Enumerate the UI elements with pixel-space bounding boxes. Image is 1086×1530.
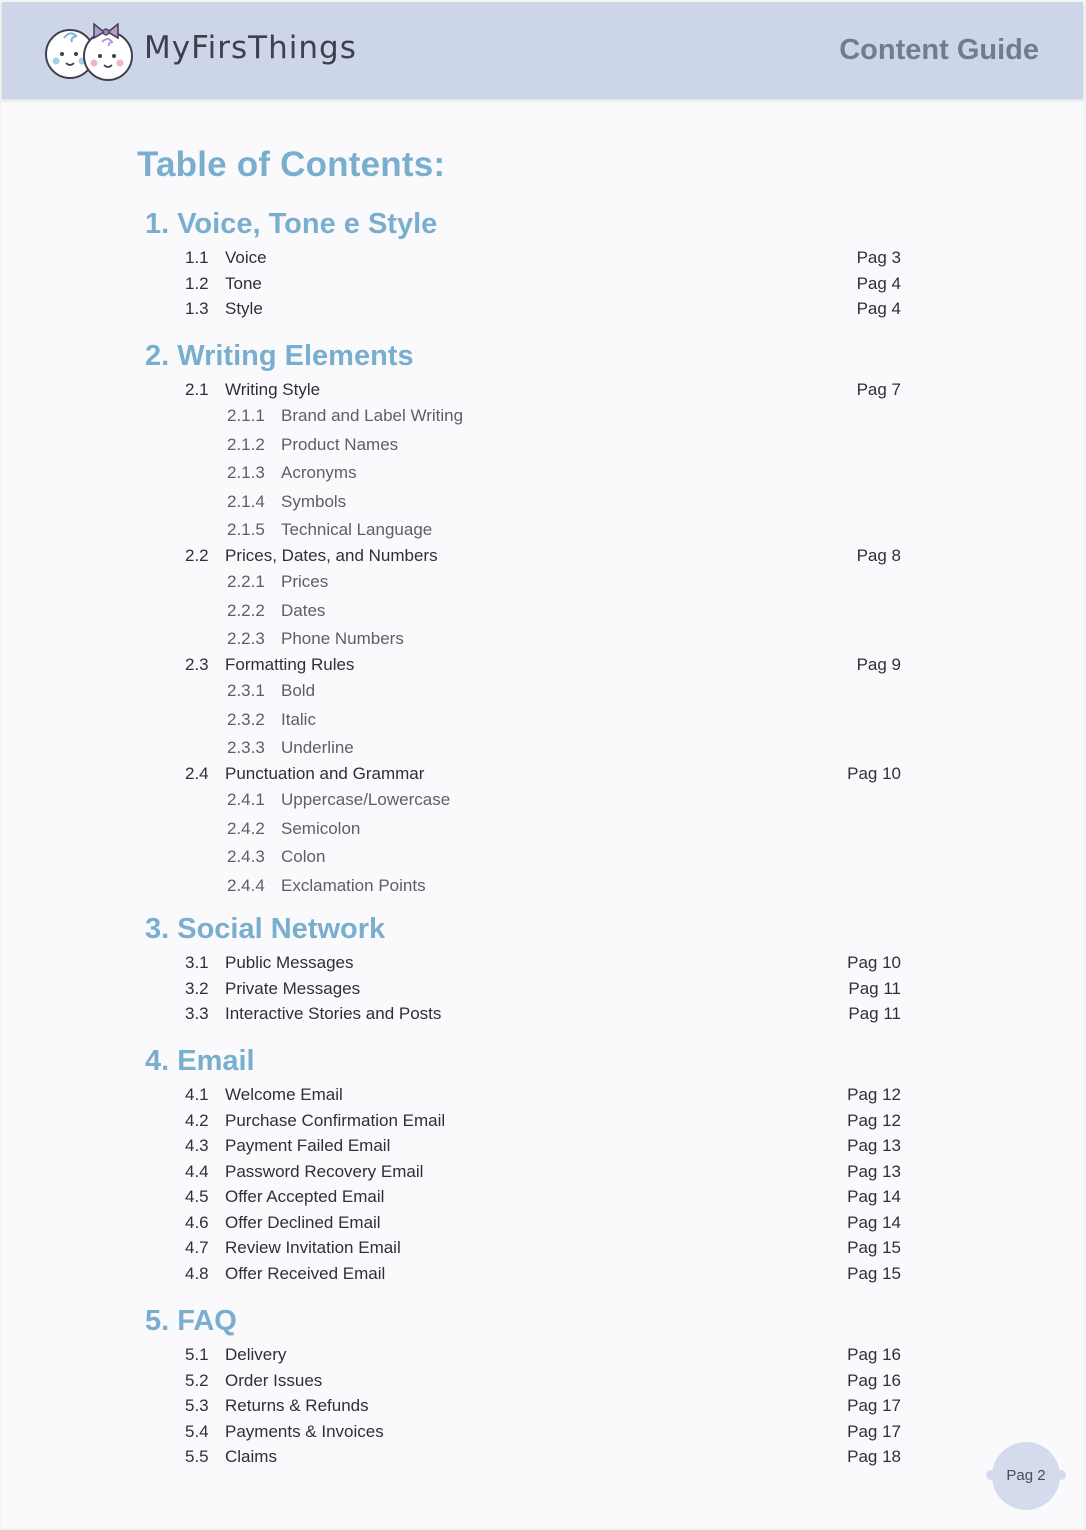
section-heading: 1. Voice, Tone e Style: [145, 208, 438, 240]
toc-subentry-number: 2.4.1: [227, 790, 265, 809]
toc-entry-page: Pag 17: [847, 1421, 901, 1441]
toc-entry-label: Review Invitation Email: [225, 1238, 401, 1257]
section-heading: 5. FAQ: [145, 1305, 237, 1337]
toc-entry[interactable]: [185, 1109, 901, 1133]
toc-entry[interactable]: [185, 1262, 901, 1286]
toc-entry-number: 5.4: [185, 1421, 209, 1441]
toc-entry-label: Order Issues: [225, 1370, 323, 1390]
toc-entry-number: 4.6: [185, 1212, 209, 1232]
section-heading: 2. Writing Elements: [145, 340, 414, 372]
toc-entry[interactable]: [185, 1002, 901, 1026]
toc-subentry-number: 2.2.3: [227, 629, 265, 648]
toc-entry[interactable]: [185, 297, 901, 321]
toc-subentry-number: 2.4.2: [227, 818, 265, 838]
toc-subentry-label: Uppercase/Lowercase: [281, 790, 451, 809]
toc-subentry-label: Symbols: [281, 491, 347, 511]
toc-entry[interactable]: [185, 544, 901, 568]
toc-entry[interactable]: [185, 1160, 901, 1184]
toc-entry-page: Pag 12: [847, 1110, 901, 1130]
toc-entry-label: Interactive Stories and Posts: [225, 1004, 442, 1023]
toc-entry-page: Pag 15: [847, 1238, 901, 1257]
toc-entry-number: 1.1: [185, 248, 209, 267]
toc-entry[interactable]: [185, 1420, 901, 1444]
toc-entry[interactable]: [185, 1185, 901, 1209]
toc-entry-label: Tone: [225, 273, 262, 293]
section-heading: 4. Email: [145, 1045, 255, 1077]
toc-entry-page: Pag 16: [847, 1370, 901, 1390]
toc-entry[interactable]: [185, 951, 901, 975]
toc-entry[interactable]: [185, 1236, 901, 1260]
toc-entry-page: Pag 12: [847, 1085, 901, 1104]
toc-entry-label: Offer Received Email: [225, 1263, 386, 1283]
toc-entry-number: 4.1: [185, 1085, 209, 1104]
toc-entry-number: 3.3: [185, 1004, 209, 1023]
toc-subentry-number: 2.2.2: [227, 600, 265, 620]
toc-subentry-label: Colon: [281, 847, 326, 866]
toc-subentry-number: 2.1.1: [227, 406, 265, 425]
toc-entry-page: Pag 7: [856, 380, 901, 399]
toc-subentry-number: 2.1.3: [227, 463, 265, 482]
toc-entry-page: Pag 14: [847, 1212, 901, 1232]
toc-entry-number: 2.1: [185, 380, 209, 399]
toc-entry-page: Pag 18: [847, 1447, 901, 1466]
toc-entry-number: 5.1: [185, 1345, 209, 1364]
toc-entry-label: Style: [225, 299, 263, 318]
toc-entry[interactable]: [185, 1369, 901, 1393]
toc-entry[interactable]: [185, 246, 901, 270]
toc-entry-number: 4.8: [185, 1263, 209, 1283]
toc-entry-page: Pag 4: [856, 273, 901, 293]
toc-entry-number: 4.3: [185, 1136, 209, 1155]
toc-entry-number: 3.1: [185, 953, 209, 972]
toc-subentry-label: Bold: [281, 681, 316, 700]
toc-subentry-label: Underline: [281, 738, 354, 757]
toc-entry-number: 3.2: [185, 978, 209, 998]
toc-entry-number: 4.2: [185, 1110, 209, 1130]
toc-subentry-number: 2.4.3: [227, 847, 265, 866]
toc-entry-label: Claims: [225, 1447, 277, 1466]
toc-entry-page: Pag 17: [847, 1396, 901, 1415]
toc-entry-label: Payments & Invoices: [225, 1421, 384, 1441]
toc-subentry-number: 2.1.2: [227, 434, 265, 454]
toc-entry-number: 5.5: [185, 1447, 209, 1466]
toc-entry[interactable]: [185, 1394, 901, 1418]
toc-entry-number: 2.4: [185, 764, 209, 783]
toc-entry-label: Public Messages: [225, 953, 354, 972]
toc-entry-page: Pag 11: [848, 978, 901, 998]
toc-entry[interactable]: [185, 1083, 901, 1107]
toc-entry-page: Pag 4: [856, 299, 901, 318]
document-page: [2, 2, 1083, 1528]
toc-subentry-number: 2.1.4: [227, 491, 265, 511]
toc-entry-number: 1.3: [185, 299, 209, 318]
toc-subentry-number: 2.3.1: [227, 681, 265, 700]
toc-entry-label: Voice: [225, 248, 267, 267]
toc-entry-number: 4.4: [185, 1161, 209, 1181]
toc-subentry-number: 2.3.2: [227, 709, 265, 729]
toc-entry-page: Pag 13: [847, 1161, 901, 1181]
toc-subentry-label: Dates: [281, 600, 326, 620]
brand-wordmark: MyFirsThings: [144, 30, 357, 66]
toc-entry-label: Offer Declined Email: [225, 1212, 381, 1232]
toc-entry-page: Pag 9: [856, 655, 901, 674]
toc-subentry-label: Acronyms: [281, 463, 357, 482]
toc-entry[interactable]: [185, 1343, 901, 1367]
toc-entry-page: Pag 10: [847, 953, 901, 972]
toc-entry-number: 4.7: [185, 1238, 209, 1257]
toc-subentry-label: Prices: [281, 572, 329, 591]
toc-entry-page: Pag 16: [847, 1345, 901, 1364]
toc-entry-page: Pag 11: [848, 1004, 901, 1023]
toc-entry-number: 2.3: [185, 655, 209, 674]
toc-entry-label: Formatting Rules: [225, 655, 355, 674]
toc-entry-page: Pag 15: [847, 1263, 901, 1283]
toc-subentry-number: 2.3.3: [227, 738, 265, 757]
toc-subentry-label: Phone Numbers: [281, 629, 404, 648]
toc-entry-label: Punctuation and Grammar: [225, 764, 425, 783]
toc-subentry-label: Technical Language: [281, 520, 433, 539]
toc-entry-number: 1.2: [185, 273, 209, 293]
toc-entry[interactable]: [185, 762, 901, 786]
page-number-badge: Pag 2: [992, 1442, 1060, 1510]
toc-entry[interactable]: [185, 1445, 901, 1469]
toc-entry-page: Pag 3: [856, 248, 901, 267]
toc-entry-number: 4.5: [185, 1187, 209, 1206]
page-header: [2, 2, 1083, 99]
toc-entry-page: Pag 8: [856, 546, 901, 565]
toc-entry-label: Offer Accepted Email: [225, 1187, 385, 1206]
toc-entry[interactable]: [185, 653, 901, 677]
toc-entry-number: 2.2: [185, 546, 209, 565]
toc-entry-label: Password Recovery Email: [225, 1161, 424, 1181]
toc-subentry-label: Exclamation Points: [281, 875, 426, 895]
document-title: Content Guide: [839, 34, 1039, 66]
toc-entry[interactable]: [185, 1211, 901, 1235]
toc-entry-label: Private Messages: [225, 978, 361, 998]
toc-entry-page: Pag 13: [847, 1136, 901, 1155]
toc-entry[interactable]: [185, 272, 901, 296]
toc-subentry-number: 2.2.1: [227, 572, 265, 591]
section-heading: 3. Social Network: [145, 913, 386, 945]
toc-entry-label: Writing Style: [225, 380, 321, 399]
toc-entry-label: Returns & Refunds: [225, 1396, 369, 1415]
toc-entry-number: 5.2: [185, 1370, 209, 1390]
toc-entry-label: Welcome Email: [225, 1085, 343, 1104]
toc-entry-label: Delivery: [225, 1345, 287, 1364]
toc-subentry-label: Brand and Label Writing: [281, 406, 464, 425]
toc-subentry-number: 2.1.5: [227, 520, 265, 539]
toc-title: Table of Contents:: [137, 145, 446, 184]
toc-subentry-label: Italic: [281, 709, 316, 729]
toc-entry-label: Purchase Confirmation Email: [225, 1110, 446, 1130]
toc-subentry-number: 2.4.4: [227, 875, 265, 895]
toc-entry[interactable]: [185, 977, 901, 1001]
toc-entry-page: Pag 14: [847, 1187, 901, 1206]
toc-entry-label: Prices, Dates, and Numbers: [225, 546, 438, 565]
toc-subentry-label: Semicolon: [281, 818, 361, 838]
baby-faces-logo-icon: [42, 18, 138, 86]
toc-subentry-label: Product Names: [281, 434, 399, 454]
toc-entry-label: Payment Failed Email: [225, 1136, 391, 1155]
toc-entry-page: Pag 10: [847, 764, 901, 783]
toc-entry-number: 5.3: [185, 1396, 209, 1415]
toc-entry[interactable]: [185, 1134, 901, 1158]
toc-entry[interactable]: [185, 378, 901, 402]
